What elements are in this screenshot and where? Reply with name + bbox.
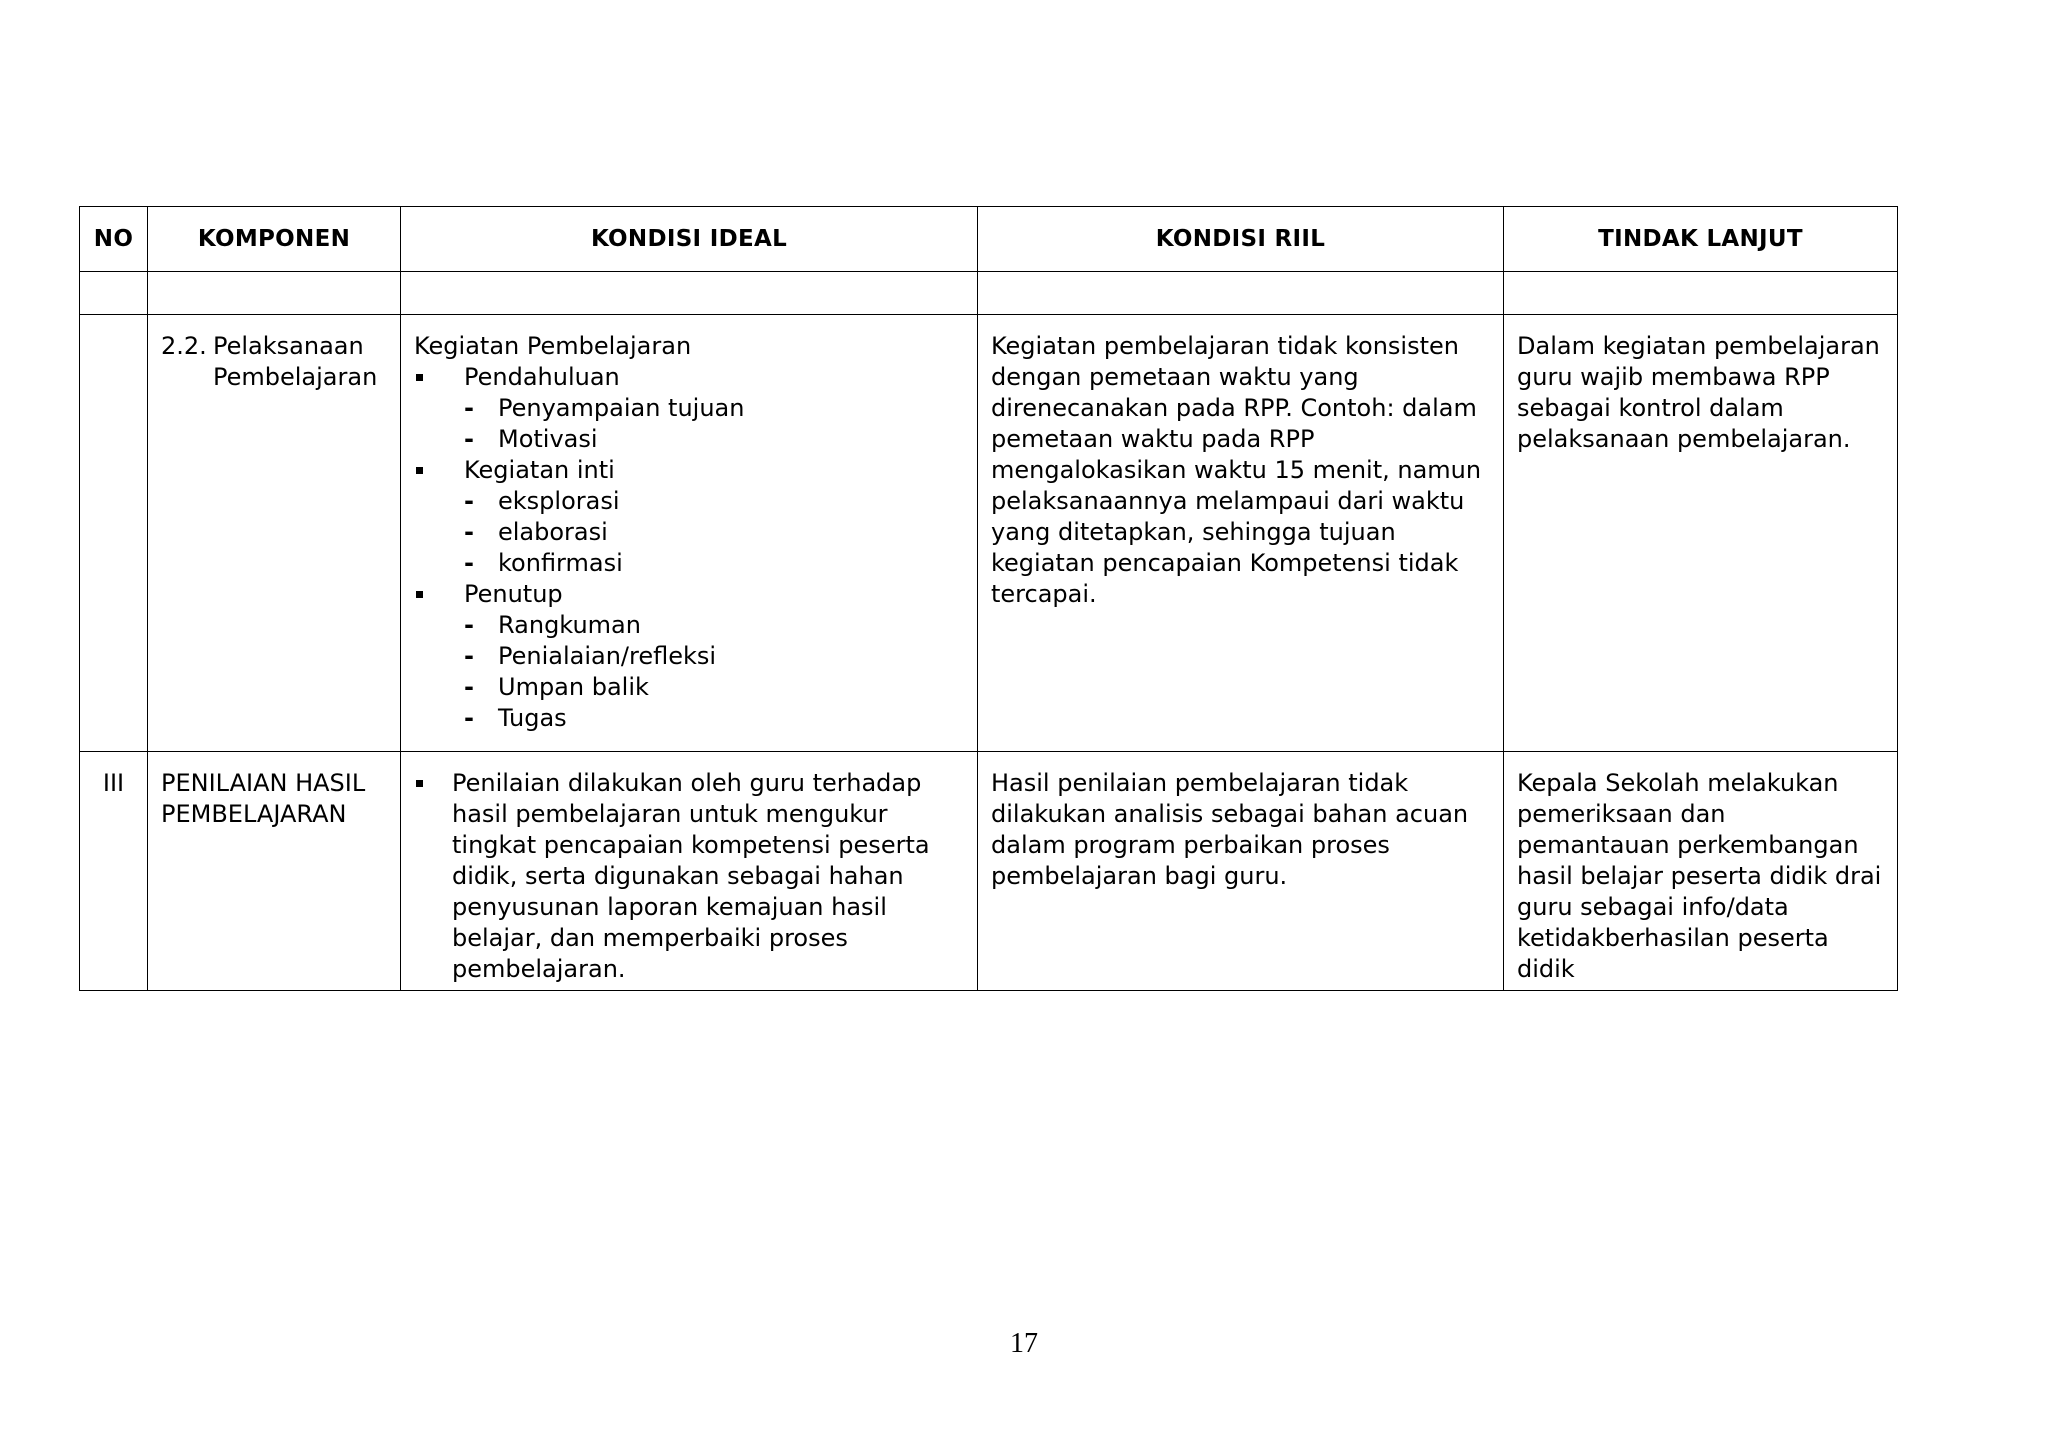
sub-list-item: - Rangkuman [464, 610, 965, 641]
komponen-cell [148, 752, 401, 991]
sub-list-item: - Motivasi [464, 424, 965, 455]
sub-list [464, 610, 965, 734]
sub-list-item: - elaborasi [464, 517, 965, 548]
list-item [414, 362, 965, 455]
komponen-number: 2.2. [161, 332, 207, 360]
ideal-title: Kegiatan Pembelajaran [414, 332, 692, 360]
sub-list-item: - eksplorasi [464, 486, 965, 517]
list-item [414, 455, 965, 579]
sub-list-item: - konfirmasi [464, 548, 965, 579]
komponen-cell [148, 315, 401, 752]
empty-cell [401, 272, 978, 315]
header-kondisi-riil: KONDISI RIIL [978, 207, 1504, 272]
evaluation-table [79, 206, 1898, 991]
table-row-2-2 [80, 315, 1898, 752]
table-row-3 [80, 752, 1898, 991]
empty-cell [1504, 272, 1898, 315]
sub-list [464, 486, 965, 579]
ideal-list [414, 362, 965, 734]
list-item: Penilaian dilakukan oleh guru terhadap hasil pembelajaran untuk mengukur tingkat pencapaian kompetensi peserta didik, serta digunakan sebagai hahan penyusunan laporan kemajuan hasil belajar, dan memperbaiki proses pembelajaran. [414, 768, 965, 985]
empty-cell [978, 272, 1504, 315]
header-tindak-lanjut: TINDAK LANJUT [1504, 207, 1898, 272]
sub-list-item: - Penyampaian tujuan [464, 393, 965, 424]
kondisi-ideal-cell [401, 752, 978, 991]
empty-cell [148, 272, 401, 315]
sub-list-item: - Tugas [464, 703, 965, 734]
komponen-title-line2: Pembelajaran [213, 363, 378, 391]
header-kondisi-ideal: KONDISI IDEAL [401, 207, 978, 272]
tindak-lanjut-cell: Dalam kegiatan pembelajaran guru wajib membawa RPP sebagai kontrol dalam pelaksanaan pembelajaran. [1504, 315, 1898, 752]
list-item-label: Pendahuluan [464, 363, 620, 391]
ideal-list [414, 768, 965, 985]
sub-list [464, 393, 965, 455]
kondisi-riil-cell: Kegiatan pembelajaran tidak konsisten dengan pemetaan waktu yang direnecanakan pada RPP. Contoh: dalam pemetaan waktu pada RPP mengalokasikan waktu 15 menit, namun pelaksanaannya melampaui dari waktu yang ditetapkan, sehingga tujuan kegiatan pencapaian Kompetensi tidak tercapai. [978, 315, 1504, 752]
komponen-title-line2: PEMBELAJARAN [161, 800, 347, 828]
empty-cell [80, 272, 148, 315]
header-row [80, 207, 1898, 272]
page-number: 17 [1010, 1328, 1038, 1359]
kondisi-ideal-cell [401, 315, 978, 752]
no-cell [80, 315, 148, 752]
komponen-title-line1: Pelaksanaan [213, 332, 364, 360]
header-no: NO [80, 207, 148, 272]
empty-row [80, 272, 1898, 315]
tindak-lanjut-cell: Kepala Sekolah melakukan pemeriksaan dan pemantauan perkembangan hasil belajar peserta didik drai guru sebagai info/data ketidakberhasilan peserta didik [1504, 752, 1898, 991]
header-komponen: KOMPONEN [148, 207, 401, 272]
list-item [414, 579, 965, 734]
sub-list-item: - Umpan balik [464, 672, 965, 703]
no-cell: III [80, 752, 148, 991]
list-item-label: Kegiatan inti [464, 456, 615, 484]
list-item-label: Penutup [464, 580, 563, 608]
komponen-title-line1: PENILAIAN HASIL [161, 769, 366, 797]
sub-list-item: - Penialaian/refleksi [464, 641, 965, 672]
kondisi-riil-cell: Hasil penilaian pembelajaran tidak dilakukan analisis sebagai bahan acuan dalam program perbaikan proses pembelajaran bagi guru. [978, 752, 1504, 991]
